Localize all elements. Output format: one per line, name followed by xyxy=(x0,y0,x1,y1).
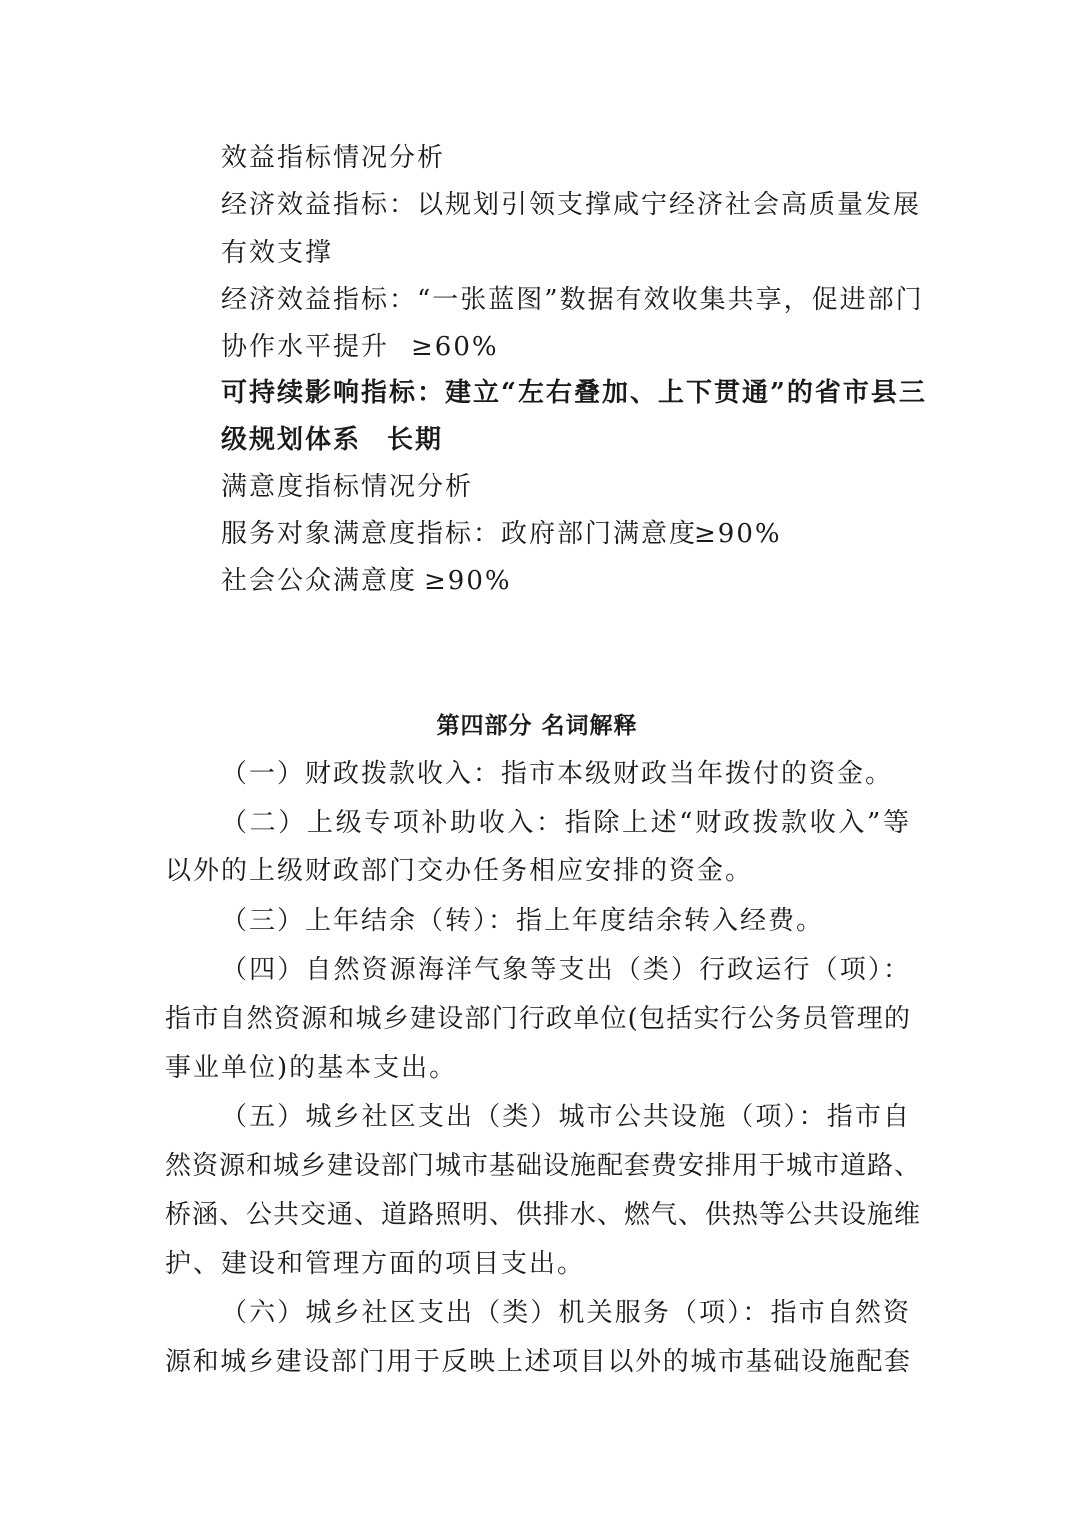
sustainable-indicator-value: 长期 xyxy=(387,425,444,455)
sustainable-indicator-line-2: 级规划体系 xyxy=(221,425,362,455)
economic-indicator-line-1: 经济效益指标：以规划引领支撑咸宁经济社会高质量发展 xyxy=(221,190,922,220)
glossary-item-5-line-1: （五）城乡社区支出（类）城市公共设施（项）：指市自 xyxy=(221,1102,911,1132)
glossary-item-4-line-1: （四）自然资源海洋气象等支出（类）行政运行（项）： xyxy=(221,955,911,985)
glossary-item-4-line-2: 指市自然资源和城乡建设部门行政单位(包括实行公务员管理的 xyxy=(165,1004,911,1034)
economic-indicator-line-2: 有效支撑 xyxy=(221,238,334,268)
glossary-item-3: （三）上年结余（转）：指上年度结余转入经费。 xyxy=(221,906,825,936)
glossary-item-2-line-1: （二）上级专项补助收入：指除上述“财政拨款收入”等 xyxy=(221,808,911,838)
economic-indicator-2-line-1: 经济效益指标：“一张蓝图”数据有效收集共享，促进部门 xyxy=(221,285,924,315)
benefit-indicator-heading: 效益指标情况分析 xyxy=(221,143,446,173)
economic-indicator-2-value: ≥60% xyxy=(411,332,499,362)
glossary-item-5-line-3: 桥涵、公共交通、道路照明、供排水、燃气、供热等公共设施维 xyxy=(165,1200,922,1230)
glossary-item-6-line-1: （六）城乡社区支出（类）机关服务（项）：指市自然资 xyxy=(221,1298,911,1328)
service-satisfaction-value: ≥90% xyxy=(694,519,782,549)
glossary-title: 第四部分 名词解释 xyxy=(436,712,638,739)
sustainable-indicator-line-1: 可持续影响指标：建立“左右叠加、上下贯通”的省市县三 xyxy=(221,378,927,408)
public-satisfaction-value: ≥90% xyxy=(424,566,512,596)
satisfaction-indicator-heading: 满意度指标情况分析 xyxy=(221,472,474,502)
glossary-item-4-line-3: 事业单位)的基本支出。 xyxy=(165,1053,458,1083)
service-satisfaction-label: 服务对象满意度指标：政府部门满意度 xyxy=(221,519,698,549)
economic-indicator-2-line-2: 协作水平提升 xyxy=(221,332,390,362)
glossary-item-5-line-2: 然资源和城乡建设部门城市基础设施配套费安排用于城市道路、 xyxy=(165,1151,922,1181)
glossary-item-5-line-4: 护、建设和管理方面的项目支出。 xyxy=(165,1249,586,1279)
public-satisfaction-label: 社会公众满意度 xyxy=(221,566,418,596)
glossary-item-6-line-2: 源和城乡建设部门用于反映上述项目以外的城市基础设施配套 xyxy=(165,1347,911,1377)
glossary-item-2-line-2: 以外的上级财政部门交办任务相应安排的资金。 xyxy=(165,856,754,886)
glossary-item-1: （一）财政拨款收入：指市本级财政当年拨付的资金。 xyxy=(221,759,894,789)
